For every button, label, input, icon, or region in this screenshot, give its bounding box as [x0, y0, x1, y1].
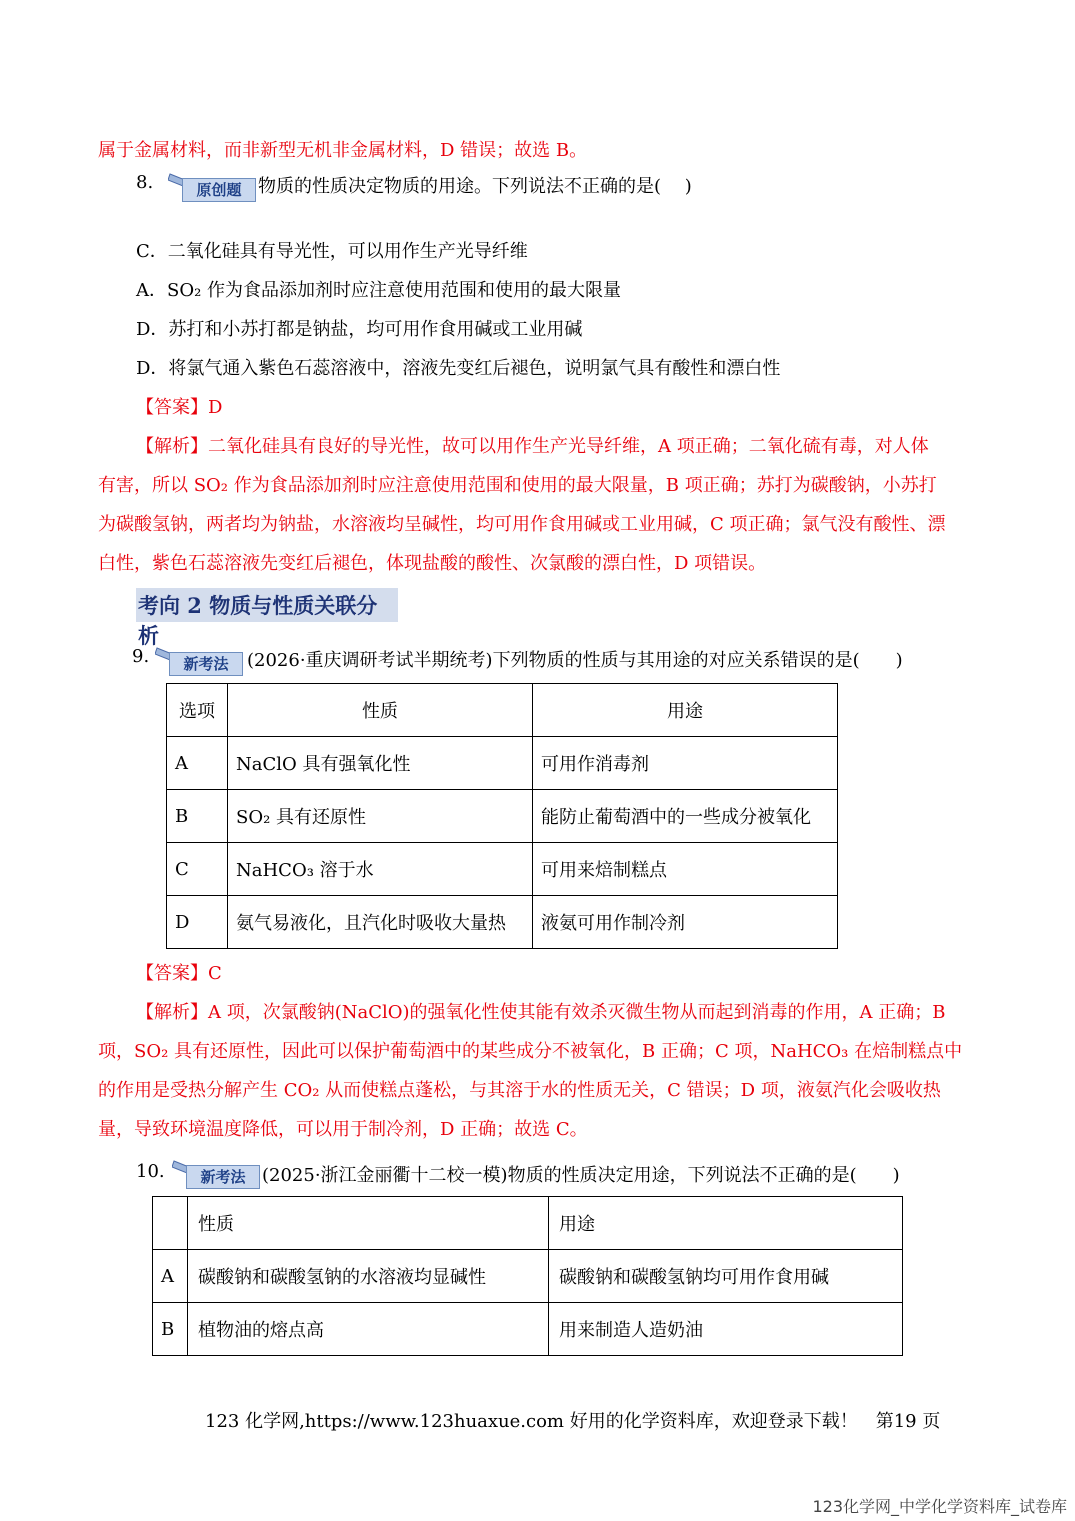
question-stem: (2025·浙江金丽衢十二校一模)物质的性质决定用途，下列说法不正确的是( ) [262, 1165, 900, 1186]
table-cell: 植物油的熔点高 [188, 1303, 549, 1356]
table-header: 用途 [533, 684, 838, 737]
table-cell: 可用来焙制糕点 [533, 843, 838, 896]
section-heading [136, 588, 398, 648]
analysis-line: 为碳酸氢钠，两者均为钠盐，水溶液均呈碱性，均可用作食用碱或工业用碱，C 项正确；氯气没有酸性、漂 [98, 514, 946, 535]
table-row [167, 896, 838, 949]
table-cell: B [167, 790, 228, 843]
table-cell: 用来制造人造奶油 [549, 1303, 903, 1356]
answer-line: 【答案】C [136, 963, 222, 984]
table-header [153, 1197, 188, 1250]
table-cell: NaHCO₃ 溶于水 [228, 843, 533, 896]
table-row [167, 843, 838, 896]
table-cell: C [167, 843, 228, 896]
question-badge [155, 644, 245, 676]
property-use-table [166, 683, 838, 949]
question-number: 10. [136, 1161, 165, 1182]
analysis-line: 【解析】A 项，次氯酸钠(NaClO)的强氧化性使其能有效杀灭微生物从而起到消毒的作用，A 正确；B [136, 1002, 946, 1023]
question-stem: 物质的性质决定物质的用途。下列说法不正确的是( ) [258, 176, 692, 197]
prev-analysis-tail: 属于金属材料，而非新型无机非金属材料，D 错误；故选 B。 [98, 140, 588, 161]
table-cell: D [167, 896, 228, 949]
table-header-row [167, 684, 838, 737]
analysis-line: 【解析】二氧化硅具有良好的导光性，故可以用作生产光导纤维，A 项正确；二氧化硫有毒，对人体 [136, 436, 929, 457]
table-header: 性质 [228, 684, 533, 737]
table-row [167, 790, 838, 843]
property-use-table [152, 1196, 903, 1356]
page-footer: 123 化学网,https://www.123huaxue.com 好用的化学资料库，欢迎登录下载！ 第19 页 [205, 1411, 941, 1432]
table-header: 选项 [167, 684, 228, 737]
question-badge [168, 170, 258, 202]
table-header-row [153, 1197, 903, 1250]
answer-line: 【答案】D [136, 397, 223, 418]
badge-label: 新考法 [186, 1165, 260, 1189]
table-row [153, 1303, 903, 1356]
option-line: C．二氧化硅具有导光性，可以用作生产光导纤维 [136, 241, 528, 262]
table-cell: 氨气易液化，且汽化时吸收大量热 [228, 896, 533, 949]
analysis-line: 的作用是受热分解产生 CO₂ 从而使糕点蓬松，与其溶于水的性质无关，C 错误；D 项，液氨汽化会吸收热 [98, 1080, 941, 1101]
table-cell: 能防止葡萄酒中的一些成分被氧化 [533, 790, 838, 843]
question-number: 9. [132, 646, 150, 667]
analysis-line: 有害，所以 SO₂ 作为食品添加剂时应注意使用范围和使用的最大限量，B 项正确；苏打为碳酸钠，小苏打 [98, 475, 937, 496]
badge-label: 新考法 [169, 652, 243, 676]
table-cell: 碳酸钠和碳酸氢钠均可用作食用碱 [549, 1250, 903, 1303]
table-cell: 碳酸钠和碳酸氢钠的水溶液均显碱性 [188, 1250, 549, 1303]
table-cell: 液氨可用作制冷剂 [533, 896, 838, 949]
analysis-line: 白性，紫色石蕊溶液先变红后褪色，体现盐酸的酸性、次氯酸的漂白性，D 项错误。 [98, 553, 767, 574]
table-cell: A [153, 1250, 188, 1303]
table-cell: A [167, 737, 228, 790]
option-line: D．苏打和小苏打都是钠盐，均可用作食用碱或工业用碱 [136, 319, 583, 340]
table-cell: NaClO 具有强氧化性 [228, 737, 533, 790]
table-cell: B [153, 1303, 188, 1356]
table-row [153, 1250, 903, 1303]
table-cell: SO₂ 具有还原性 [228, 790, 533, 843]
badge-label: 原创题 [182, 178, 256, 202]
watermark: 123化学网_中学化学资料库_试卷库 [812, 1497, 1067, 1516]
question-stem: (2026·重庆调研考试半期统考)下列物质的性质与其用途的对应关系错误的是( ) [247, 650, 903, 671]
section-title: 考向 2 物质与性质关联分析 [138, 593, 378, 648]
question-badge [172, 1157, 262, 1189]
option-line: A．SO₂ 作为食品添加剂时应注意使用范围和使用的最大限量 [136, 280, 622, 301]
table-header: 用途 [549, 1197, 903, 1250]
table-header: 性质 [188, 1197, 549, 1250]
analysis-line: 量，导致环境温度降低，可以用于制冷剂，D 正确；故选 C。 [98, 1119, 588, 1140]
table-row [167, 737, 838, 790]
option-line: D．将氯气通入紫色石蕊溶液中，溶液先变红后褪色，说明氯气具有酸性和漂白性 [136, 358, 781, 379]
table-cell: 可用作消毒剂 [533, 737, 838, 790]
analysis-line: 项，SO₂ 具有还原性，因此可以保护葡萄酒中的某些成分不被氧化，B 正确；C 项，NaHCO₃ 在焙制糕点中 [98, 1041, 963, 1062]
question-number: 8. [136, 172, 154, 193]
